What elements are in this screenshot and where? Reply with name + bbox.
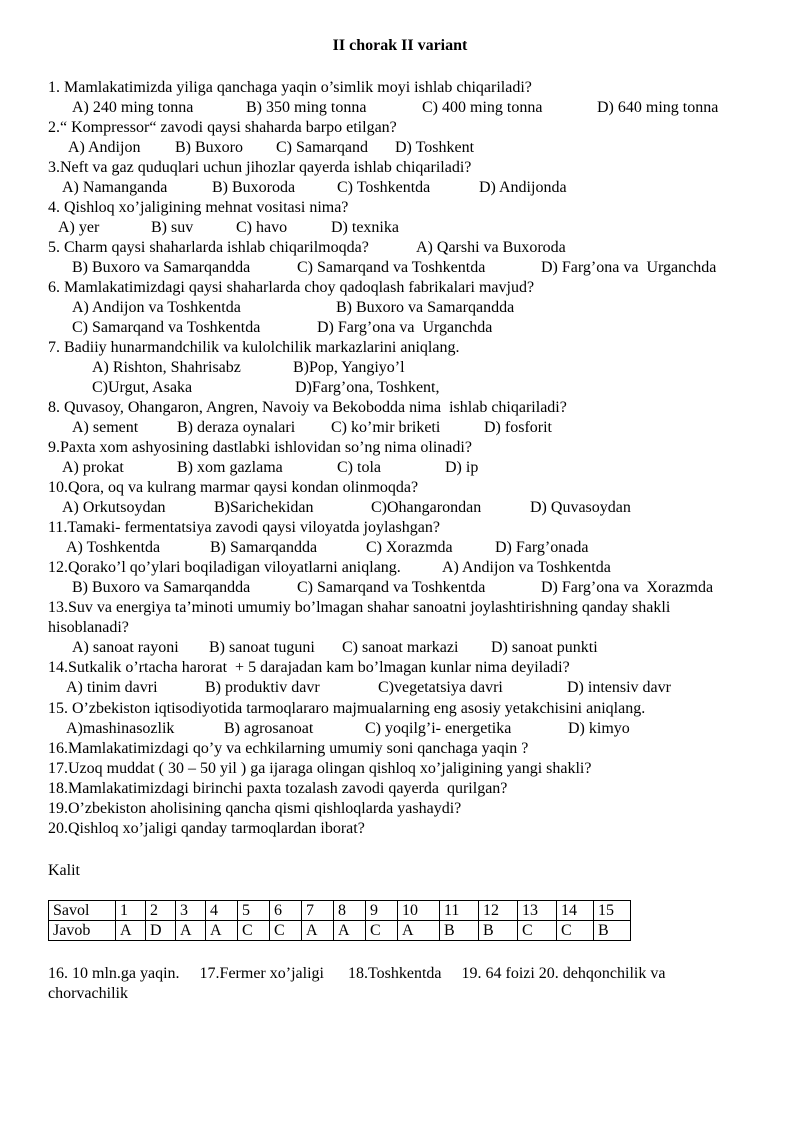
q3-option-d: D) Andijonda	[479, 179, 567, 196]
q15-option-a: A)mashinasozlik	[66, 720, 175, 737]
key-number: 3	[176, 901, 206, 921]
key-answer: B	[594, 921, 631, 941]
q4-option-a: A) yer	[58, 219, 100, 236]
question-5: 5. Charm qaysi shaharlarda ishlab chiqarilmoqda?	[48, 239, 369, 256]
key-answer: A	[176, 921, 206, 941]
q5-option-d: D) Farg’ona va Urganchda	[541, 259, 717, 276]
question-3: 3.Neft va gaz quduqlari uchun jihozlar qayerda ishlab chiqariladi?	[48, 159, 472, 176]
question-18: 18.Mamlakatimizdagi birinchi paxta tozalash zavodi qayerda qurilgan?	[48, 780, 508, 797]
question-1: 1. Mamlakatimizda yiliga qanchaga yaqin o’simlik moyi ishlab chiqariladi?	[48, 79, 532, 96]
question-9: 9.Paxta xom ashyosining dastlabki ishlovidan so’ng nima olinadi?	[48, 439, 472, 456]
q10-option-b: B)Sarichekidan	[214, 499, 314, 516]
key-number: 12	[479, 901, 518, 921]
q8-option-b: B) deraza oynalari	[177, 419, 296, 436]
q9-option-d: D) ip	[445, 459, 479, 476]
q7-option-a: A) Rishton, Shahrisabz	[92, 359, 241, 376]
q9-option-c: C) tola	[337, 459, 381, 476]
key-number: 11	[440, 901, 479, 921]
q5-option-c: C) Samarqand va Toshkentda	[297, 259, 486, 276]
question-16: 16.Mamlakatimizdagi qo’y va echkilarning umumiy soni qanchaga yaqin ?	[48, 740, 529, 757]
q2-option-a: A) Andijon	[68, 139, 141, 156]
q1-option-d: D) 640 ming tonna	[597, 99, 719, 116]
key-number: 13	[518, 901, 557, 921]
key-number: 10	[398, 901, 440, 921]
q6-option-a: A) Andijon va Toshkentda	[72, 299, 241, 316]
page-title: II chorak II variant	[332, 37, 468, 54]
key-row-answers	[49, 921, 631, 941]
key-number: 1	[116, 901, 146, 921]
answer-key-table	[48, 900, 631, 941]
key-answer: B	[440, 921, 479, 941]
q12-option-c: C) Samarqand va Toshkentda	[297, 579, 486, 596]
q14-option-b: B) produktiv davr	[205, 679, 320, 696]
q13-option-c: C) sanoat markazi	[342, 639, 459, 656]
q10-option-a: A) Orkutsoydan	[62, 499, 166, 516]
key-answer: C	[366, 921, 398, 941]
q11-option-c: C) Xorazmda	[366, 539, 453, 556]
q3-option-c: C) Toshkentda	[337, 179, 431, 196]
key-number: 8	[334, 901, 366, 921]
q4-option-b: B) suv	[151, 219, 194, 236]
question-15: 15. O’zbekiston iqtisodiyotida tarmoqlararo majmualarning eng asosiy yetakchisini aniqlang.	[48, 700, 646, 717]
question-13: 13.Suv va energiya ta’minoti umumiy bo’lmagan shahar sanoatni joylashtirishning qanday shakli	[48, 599, 671, 616]
q11-option-a: A) Toshkentda	[66, 539, 161, 556]
question-12: 12.Qorako’l qo’ylari boqiladigan viloyatlarni aniqlang.	[48, 559, 401, 576]
q11-option-d: D) Farg’onada	[495, 539, 589, 556]
key-row-label: Savol	[49, 901, 116, 921]
q14-option-a: A) tinim davri	[66, 679, 158, 696]
q1-option-a: A) 240 ming tonna	[72, 99, 194, 116]
q15-option-b: B) agrosanoat	[224, 720, 314, 737]
q2-option-d: D) Toshkent	[395, 139, 475, 156]
q13-option-a: A) sanoat rayoni	[72, 639, 179, 656]
q3-option-a: A) Namanganda	[62, 179, 168, 196]
q5-option-b: B) Buxoro va Samarqandda	[72, 259, 251, 276]
key-number: 9	[366, 901, 398, 921]
key-answer: A	[206, 921, 238, 941]
key-number: 15	[594, 901, 631, 921]
q11-option-b: B) Samarqandda	[210, 539, 318, 556]
q2-option-b: B) Buxoro	[175, 139, 243, 156]
q6-option-c: C) Samarqand va Toshkentda	[72, 319, 261, 336]
question-17: 17.Uzoq muddat ( 30 – 50 yil ) ga ijaraga olingan qishloq xo’jaligining yangi shakli?	[48, 760, 592, 777]
key-number: 6	[270, 901, 302, 921]
key-answer: A	[398, 921, 440, 941]
key-answer: A	[302, 921, 334, 941]
q12-option-a: A) Andijon va Toshkentda	[442, 559, 611, 576]
q8-option-a: A) sement	[72, 419, 139, 436]
q10-option-c: C)Ohangarondan	[371, 499, 482, 516]
q2-option-c: C) Samarqand	[276, 139, 368, 156]
question-4: 4. Qishloq xo’jaligining mehnat vositasi nima?	[48, 199, 349, 216]
q1-option-b: B) 350 ming tonna	[246, 99, 367, 116]
key-number: 4	[206, 901, 238, 921]
q14-option-c: C)vegetatsiya davri	[378, 679, 503, 696]
question-13-cont: hisoblanadi?	[48, 619, 129, 636]
q10-option-d: D) Quvasoydan	[530, 499, 631, 516]
key-answer: C	[557, 921, 594, 941]
q6-option-b: B) Buxoro va Samarqandda	[336, 299, 515, 316]
question-7: 7. Badiiy hunarmandchilik va kulolchilik markazlarini aniqlang.	[48, 339, 460, 356]
question-10: 10.Qora, oq va kulrang marmar qaysi kondan olinmoqda?	[48, 479, 419, 496]
q3-option-b: B) Buxoroda	[212, 179, 296, 196]
question-20: 20.Qishloq xo’jaligi qanday tarmoqlardan iborat?	[48, 820, 365, 837]
key-answer: D	[146, 921, 176, 941]
question-14: 14.Sutkalik o’rtacha harorat + 5 darajadan kam bo’lmagan kunlar nima deyiladi?	[48, 659, 570, 676]
q9-option-b: B) xom gazlama	[177, 459, 283, 476]
q1-option-c: C) 400 ming tonna	[422, 99, 543, 116]
q6-option-d: D) Farg’ona va Urganchda	[317, 319, 493, 336]
q7-option-d: D)Farg’ona, Toshkent,	[295, 379, 440, 396]
q8-option-c: C) ko’mir briketi	[331, 419, 441, 436]
q12-option-d: D) Farg’ona va Xorazmda	[541, 579, 714, 596]
key-number: 7	[302, 901, 334, 921]
question-19: 19.O’zbekiston aholisining qancha qismi qishloqlarda yashaydi?	[48, 800, 462, 817]
q4-option-d: D) texnika	[331, 219, 399, 236]
key-answer: C	[518, 921, 557, 941]
q9-option-a: A) prokat	[62, 459, 124, 476]
key-answer: C	[270, 921, 302, 941]
q15-option-d: D) kimyo	[568, 720, 630, 737]
q15-option-c: C) yoqilg’i- energetika	[365, 720, 512, 737]
q7-option-c: C)Urgut, Asaka	[92, 379, 193, 396]
question-6: 6. Mamlakatimizdagi qaysi shaharlarda choy qadoqlash fabrikalari mavjud?	[48, 279, 535, 296]
question-2: 2.“ Kompressor“ zavodi qaysi shaharda barpo etilgan?	[48, 119, 397, 136]
key-answer: A	[334, 921, 366, 941]
q13-option-b: B) sanoat tuguni	[209, 639, 315, 656]
key-number: 2	[146, 901, 176, 921]
key-number: 5	[238, 901, 270, 921]
q7-option-b: B)Pop, Yangiyo’l	[293, 359, 405, 376]
key-open-answers: 16. 10 mln.ga yaqin. 17.Fermer xo’jaligi 18.Toshkentda 19. 64 foizi 20. dehqonchilik va	[48, 965, 666, 982]
q12-option-b: B) Buxoro va Samarqandda	[72, 579, 251, 596]
q5-option-a: A) Qarshi va Buxoroda	[416, 239, 566, 256]
question-8: 8. Quvasoy, Ohangaron, Angren, Navoiy va Bekobodda nima ishlab chiqariladi?	[48, 399, 567, 416]
key-answer: C	[238, 921, 270, 941]
key-label: Kalit	[48, 862, 80, 879]
q14-option-d: D) intensiv davr	[567, 679, 671, 696]
q13-option-d: D) sanoat punkti	[491, 639, 598, 656]
key-row-questions	[49, 901, 631, 921]
key-open-answers-cont: chorvachilik	[48, 985, 128, 1002]
key-answer: B	[479, 921, 518, 941]
question-11: 11.Tamaki- fermentatsiya zavodi qaysi viloyatda joylashgan?	[48, 519, 440, 536]
key-row-label: Javob	[49, 921, 116, 941]
key-number: 14	[557, 901, 594, 921]
q4-option-c: C) havo	[236, 219, 288, 236]
key-answer: A	[116, 921, 146, 941]
q8-option-d: D) fosforit	[484, 419, 552, 436]
